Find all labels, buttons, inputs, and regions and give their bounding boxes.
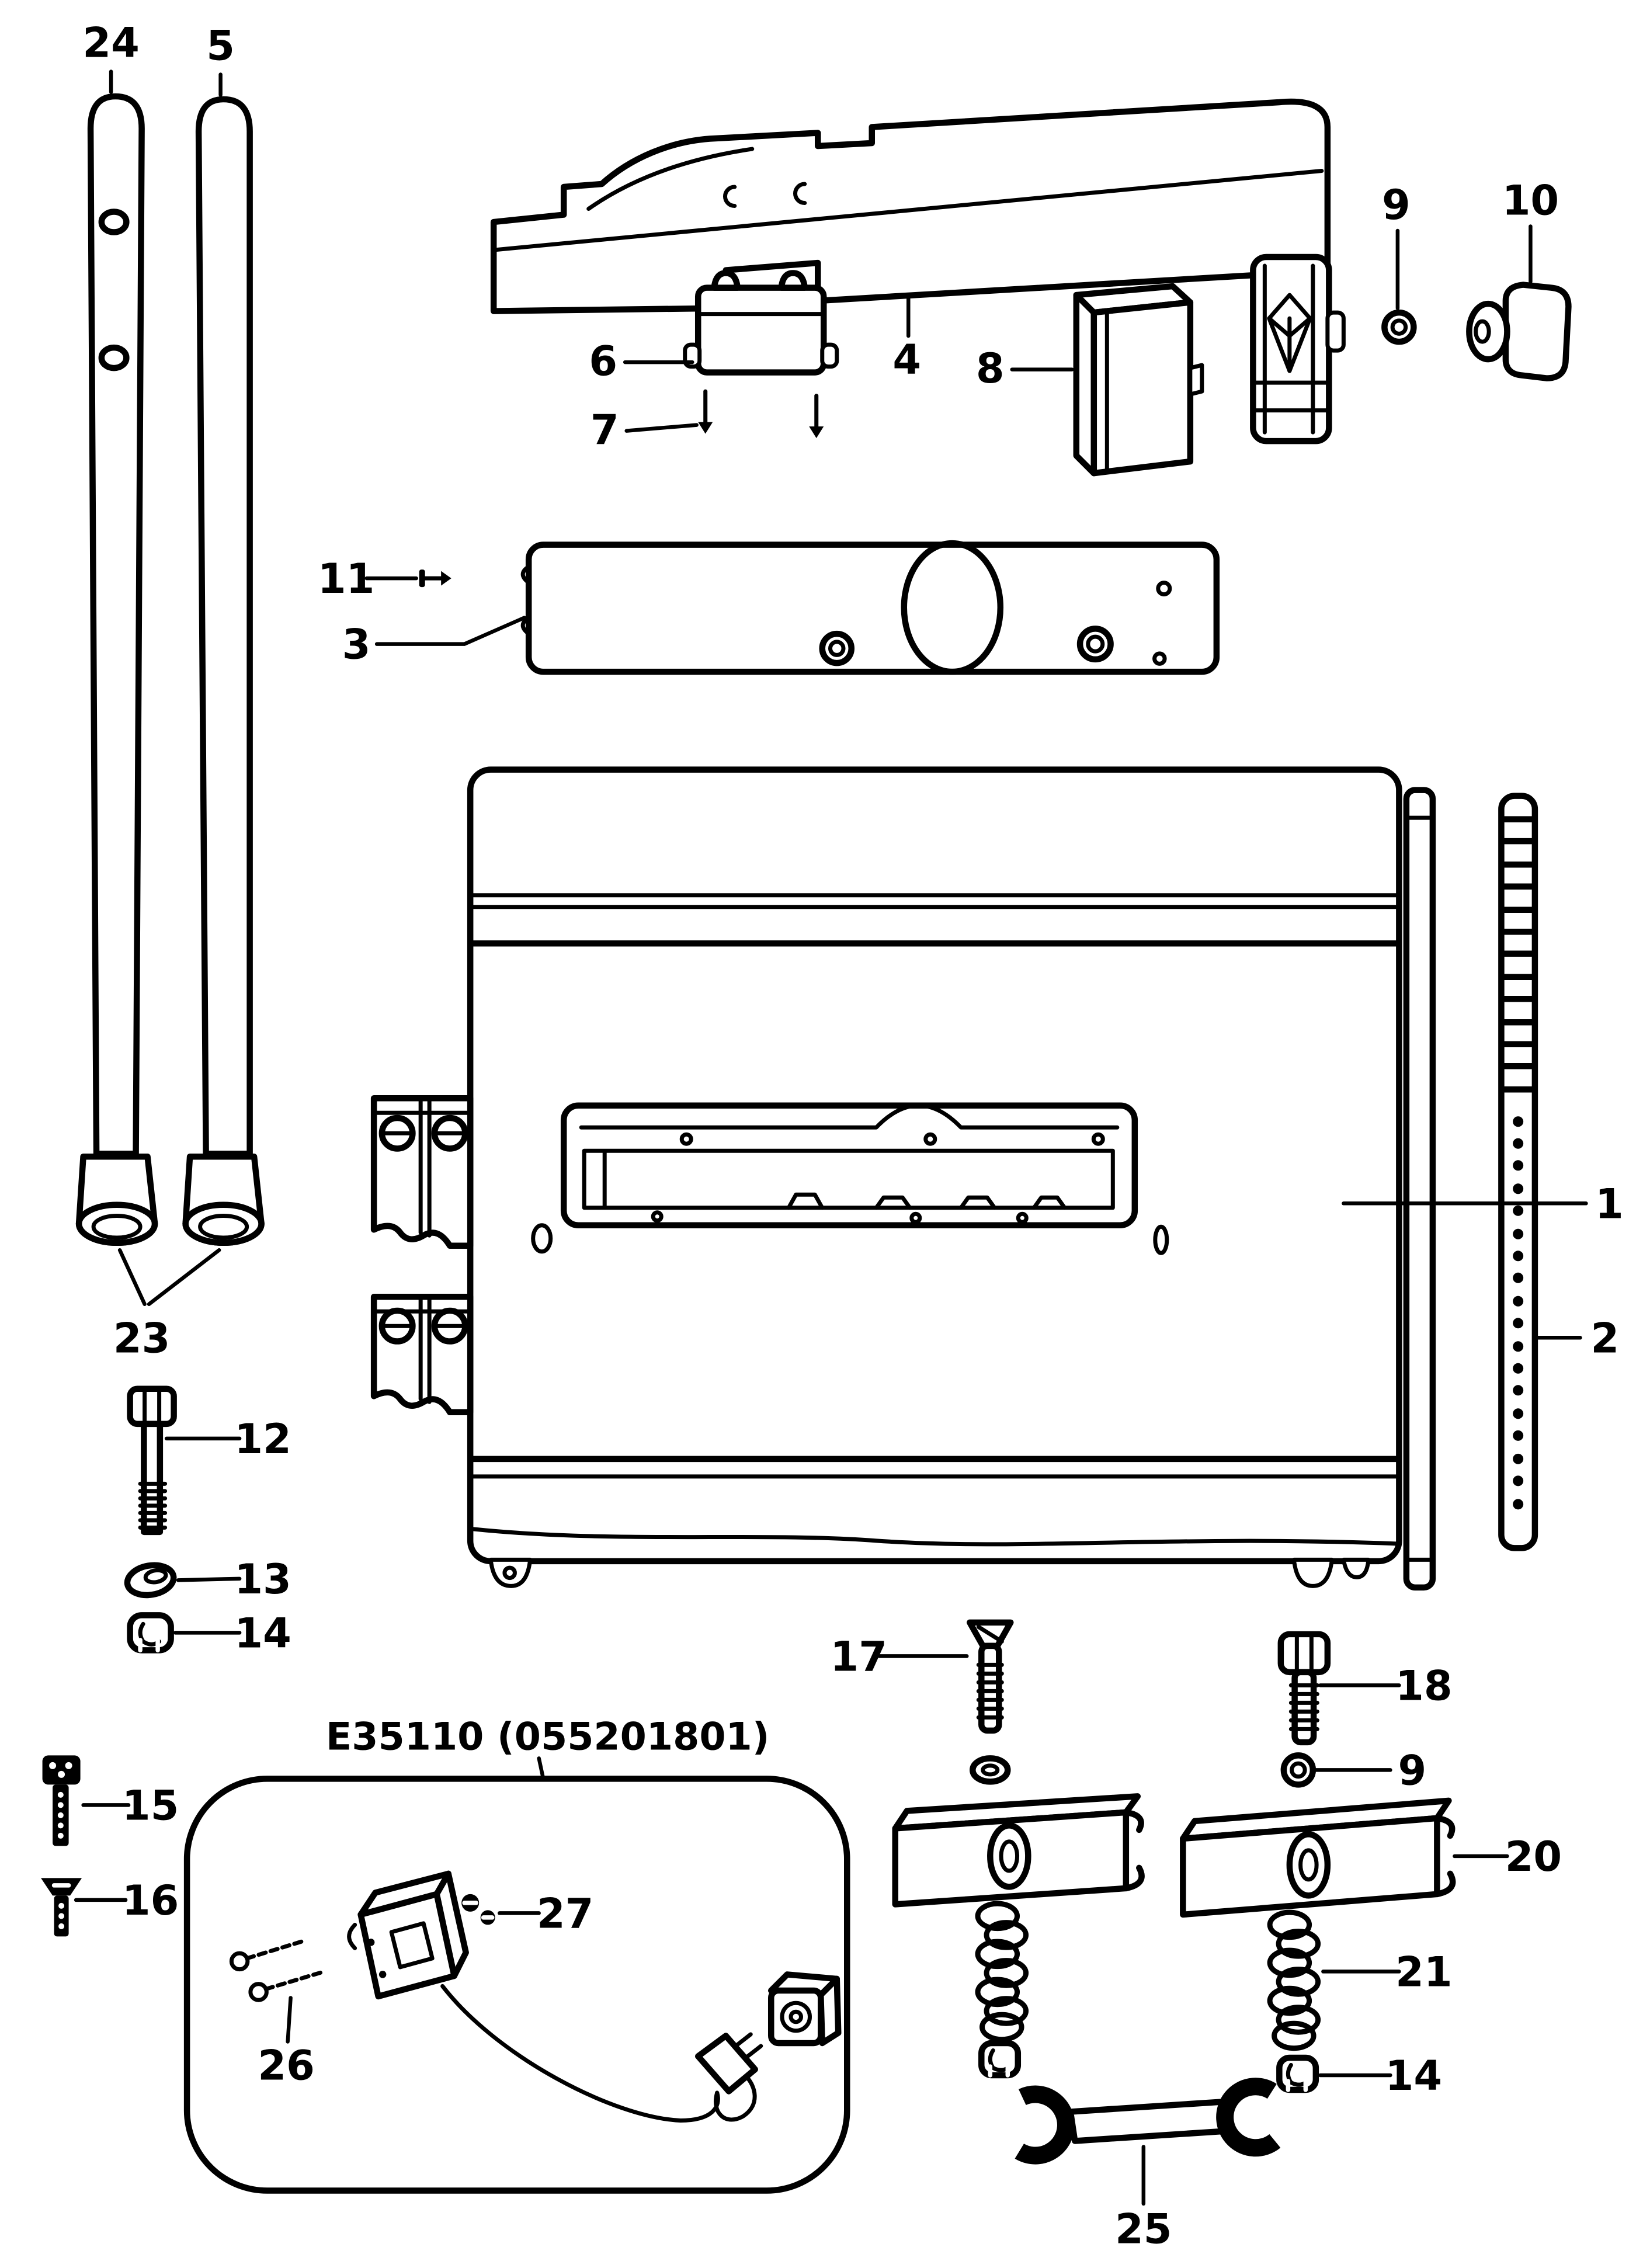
callout-14-left: 14: [234, 1609, 291, 1658]
leader-7: [627, 425, 697, 431]
callout-4: 4: [892, 336, 922, 384]
part-spring-right: [1270, 1912, 1318, 2048]
part-wrench-25: [1019, 2086, 1275, 2155]
callout-10: 10: [1502, 176, 1559, 225]
callout-26: 26: [258, 2041, 315, 2090]
part-foot-left: [79, 1156, 155, 1243]
callout-18: 18: [1395, 1662, 1453, 1710]
part-scale-strip-2: [1501, 796, 1535, 1548]
part-throat-insert: [564, 1106, 1135, 1225]
part-bolt-18: [1281, 1634, 1328, 1742]
part-screw-17: [970, 1623, 1010, 1782]
part-socket-block: [771, 1974, 838, 2043]
part-spring-left: [978, 1904, 1026, 2040]
part-washer-9-bottom: [1284, 1755, 1313, 1784]
callout-23: 23: [113, 1314, 171, 1363]
part-leg-24: [91, 96, 142, 1154]
callout-16: 16: [121, 1876, 179, 1925]
part-foot-right: [186, 1156, 262, 1243]
part-channel-bar-right: [1183, 1801, 1453, 1915]
callout-6: 6: [589, 337, 618, 385]
leader-3: [377, 618, 524, 644]
leader-23: [120, 1250, 219, 1304]
callout-3: 3: [342, 620, 371, 669]
callout-9-top: 9: [1382, 181, 1411, 230]
callout-7: 7: [590, 406, 619, 454]
part-plate-3: [523, 543, 1217, 672]
kit-box: [187, 1758, 847, 2190]
part-cover-plate-6: [685, 273, 837, 373]
part-nut-14-right: [1279, 2058, 1316, 2090]
part-leg-5: [199, 99, 250, 1154]
kit-label: E35110 (055201801): [325, 1715, 770, 1759]
callout-1: 1: [1595, 1180, 1624, 1228]
part-clamp-bracket-upper: [374, 1098, 470, 1246]
part-bolt-12: [130, 1389, 174, 1532]
callout-12: 12: [234, 1415, 291, 1463]
leader-13: [178, 1579, 239, 1581]
callout-5: 5: [206, 22, 235, 70]
part-pin-11: [419, 569, 451, 587]
callout-25: 25: [1115, 2205, 1172, 2253]
part-clamp-bracket-lower: [374, 1297, 470, 1412]
part-screw-15: [43, 1755, 81, 1846]
part-fence-block-8: [1076, 286, 1202, 473]
callout-21: 21: [1395, 1948, 1453, 1996]
part-table-right-rail: [1406, 790, 1433, 1588]
callout-27: 27: [536, 1890, 594, 1938]
part-channel-bar-left: [895, 1796, 1142, 1904]
part-fence-clamp-bracket: [1253, 257, 1343, 441]
callout-13: 13: [234, 1555, 291, 1603]
part-washer-9-top: [1384, 312, 1413, 342]
part-nut-14: [130, 1615, 171, 1650]
part-screw-16: [41, 1878, 82, 1936]
callout-11: 11: [317, 555, 375, 603]
callout-20: 20: [1505, 1832, 1562, 1881]
callout-15: 15: [121, 1781, 179, 1830]
part-screws-7: [698, 391, 824, 438]
callout-14-right: 14: [1385, 2051, 1443, 2100]
part-knob-10: [1469, 285, 1568, 378]
callout-17: 17: [830, 1633, 887, 1681]
callout-24: 24: [82, 19, 140, 67]
callout-8: 8: [975, 345, 1005, 393]
callout-9-bottom: 9: [1398, 1746, 1427, 1795]
callout-2: 2: [1590, 1314, 1620, 1363]
part-nut-14-left: [981, 2043, 1018, 2075]
part-washer-13: [125, 1562, 176, 1599]
